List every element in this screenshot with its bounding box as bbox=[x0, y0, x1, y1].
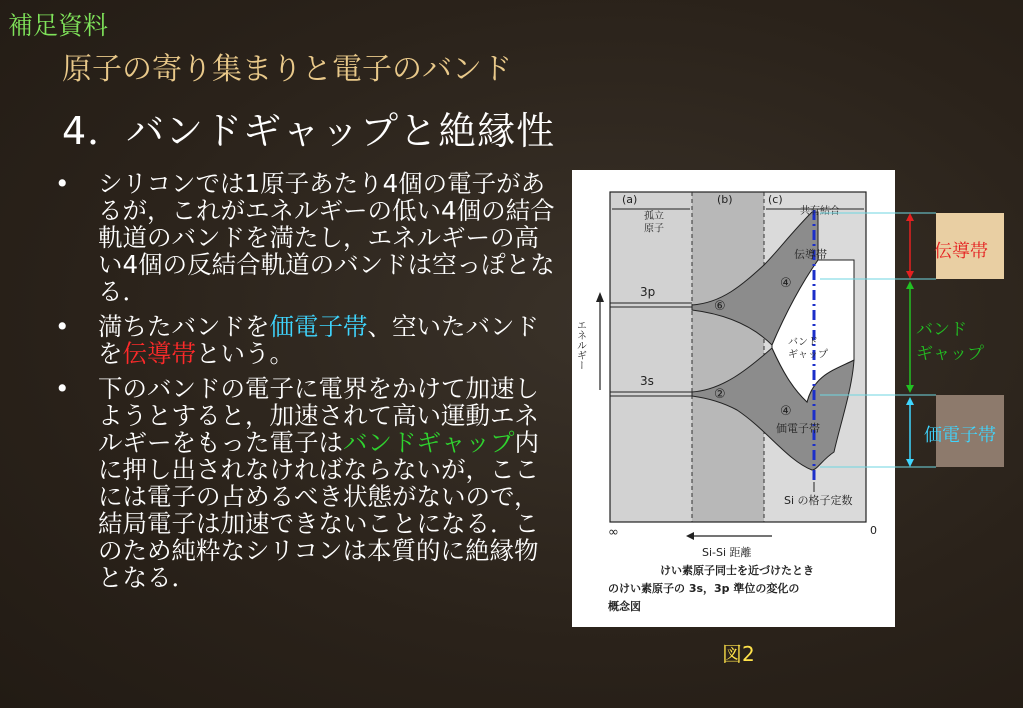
conduction-arrowhead-down bbox=[906, 271, 914, 279]
valence-arrowhead-up bbox=[906, 397, 914, 405]
valence-band-annotation: 価電子帯 bbox=[924, 425, 996, 446]
highlight-conduction-band: 伝導帯 bbox=[122, 339, 196, 368]
bullet-dot: • bbox=[55, 374, 70, 403]
conduction-band-figure-label: 伝導帯 bbox=[794, 248, 827, 261]
covalent-label: 共有結合 bbox=[800, 206, 840, 217]
infinity-label: ∞ bbox=[608, 525, 619, 540]
bullet-text: 満ちたバンドを bbox=[98, 312, 270, 341]
band-gap-figure-label: バンドギャップ bbox=[788, 337, 828, 361]
bullet-text: 、空いたバンドを bbox=[98, 312, 539, 368]
valence-arrowhead-down bbox=[906, 459, 914, 467]
highlight-valence-band: 価電子帯 bbox=[269, 312, 368, 341]
figure-caption-line1: けい素原子同士を近づけたとき bbox=[660, 564, 814, 577]
region-b-label: (b) bbox=[717, 193, 733, 206]
band-gap-annotation-line1: バンド bbox=[916, 320, 967, 340]
bullet-text: という。 bbox=[196, 339, 294, 368]
region-a-bg bbox=[610, 192, 692, 522]
region-a-label: (a) bbox=[622, 193, 638, 206]
region-b-bg bbox=[692, 192, 764, 522]
energy-axis-label: エネルギー bbox=[574, 320, 586, 370]
degeneracy-2-label: ② bbox=[714, 387, 726, 402]
zero-label: 0 bbox=[870, 524, 877, 537]
band-gap-annotation-line2: ギャップ bbox=[916, 344, 984, 364]
degeneracy-4-lower-label: ④ bbox=[780, 404, 792, 419]
band-annotations bbox=[800, 205, 1023, 475]
degeneracy-4-upper-label: ④ bbox=[780, 276, 792, 291]
bullet-text: シリコンでは1原子あたり4個の電子があるが，これがエネルギーの低い4個の結合軌道のバンドを満たし，エネルギーの高い4個の反結合軌道のバンドは空っぽとなる． bbox=[98, 169, 555, 306]
bullet-item bbox=[55, 170, 555, 305]
bullet-dot: • bbox=[55, 169, 70, 198]
figure-number: 図2 bbox=[722, 642, 755, 666]
section-tag: 補足資料 bbox=[8, 11, 109, 40]
band-gap-arrowhead-down bbox=[906, 385, 914, 393]
bullet-item bbox=[55, 313, 555, 367]
figure-caption-line3: 概念図 bbox=[608, 600, 641, 613]
valence-band-figure-label: 価電子帯 bbox=[776, 422, 820, 435]
isolated-atom-label: 孤立原子 bbox=[644, 211, 664, 235]
degeneracy-6-label: ⑥ bbox=[714, 299, 726, 314]
bullet-item bbox=[55, 375, 555, 591]
energy-axis-arrowhead bbox=[596, 292, 604, 302]
slide-subtitle: 原子の寄り集まりと電子のバンド bbox=[62, 52, 512, 87]
figure-caption-line2: のけい素原子の 3s，3p 準位の変化の bbox=[608, 582, 800, 595]
distance-axis-label: Si-Si 距離 bbox=[702, 546, 752, 559]
conduction-band-annotation: 伝導帯 bbox=[934, 241, 988, 262]
level-3s-label: 3s bbox=[640, 374, 654, 388]
band-gap-arrowhead-up bbox=[906, 281, 914, 289]
distance-axis-arrowhead bbox=[686, 532, 694, 540]
highlight-band-gap: バンドギャップ bbox=[343, 428, 515, 457]
bullet-text: 内に押し出されなければならないが，ここには電子の占めるべき状態がないので，結局電子は加速できないことになる．このため純粋なシリコンは本質的に絶縁物となる． bbox=[98, 428, 539, 592]
conduction-arrowhead-up bbox=[906, 213, 914, 221]
region-c-label: (c) bbox=[768, 193, 783, 206]
level-3p-label: 3p bbox=[640, 285, 656, 299]
bullet-dot: • bbox=[55, 312, 70, 341]
bullet-list bbox=[55, 170, 555, 599]
lattice-constant-label: Si の格子定数 bbox=[784, 494, 853, 507]
bullet-text: 下のバンドの電子に電界をかけて加速しようとすると，加速されて高い運動エネルギーをもった電子は bbox=[98, 374, 539, 457]
slide-title: 4．バンドギャップと絶縁性 bbox=[62, 109, 556, 153]
